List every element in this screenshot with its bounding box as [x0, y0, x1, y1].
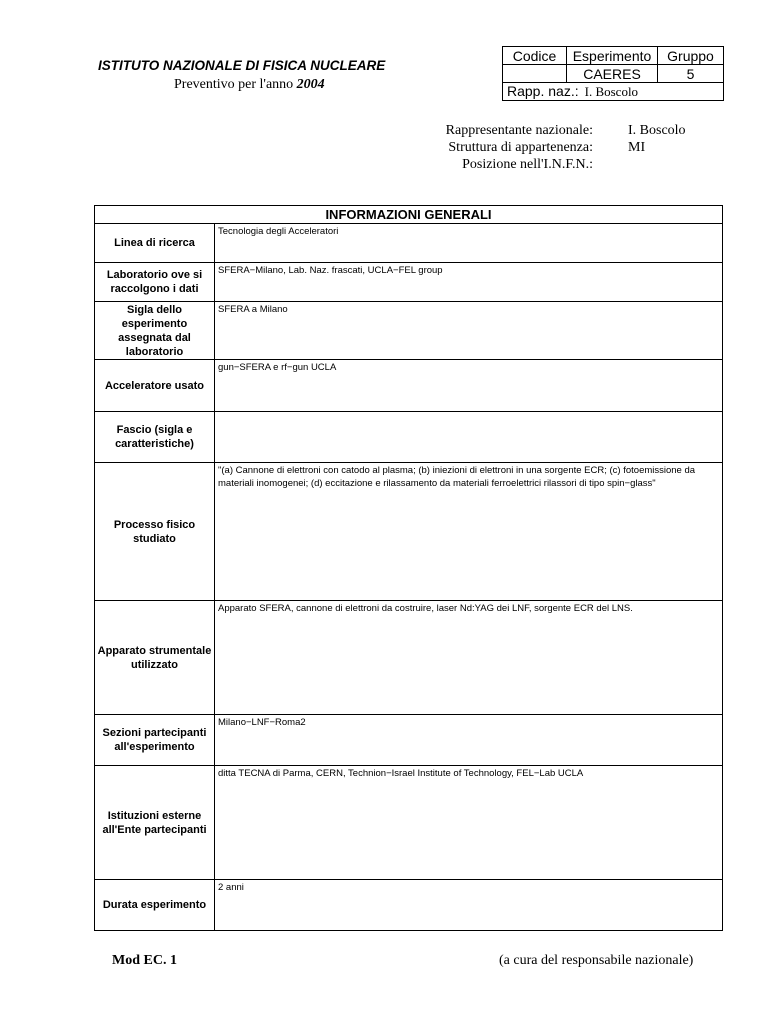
row-label-durata: Durata esperimento — [95, 880, 215, 931]
row-value-durata: 2 anni — [215, 880, 723, 931]
rappresentante-label: Rappresentante nazionale: — [445, 123, 593, 138]
row-label-sezioni: Sezioni partecipanti all'esperimento — [95, 715, 215, 766]
footer-note: (a cura del responsabile nazionale) — [499, 953, 694, 968]
row-value-acceleratore: gun−SFERA e rf−gun UCLA — [215, 360, 723, 412]
model-code: Mod EC. 1 — [112, 953, 177, 968]
preventivo-label: Preventivo per l'anno — [174, 77, 294, 92]
row-label-sigla: Sigla dello esperimento assegnata dal laboratorio — [95, 302, 215, 360]
row-label-apparato: Apparato strumentale utilizzato — [95, 601, 215, 715]
row-value-sezioni: Milano−LNF−Roma2 — [215, 715, 723, 766]
rapp-naz-value: I. Boscolo — [584, 84, 639, 99]
codice-header: Codice — [503, 47, 567, 65]
row-value-processo: "(a) Cannone di elettroni con catodo al plasma; (b) iniezioni di elettroni in una sorgente ECR; (c) fotoemissione da materiali inomogenei; (d) eccitazione e rilassamento da materiali ferroelettrici rilassori di tipo spin−glass" — [215, 463, 723, 601]
row-label-processo: Processo fisico studiato — [95, 463, 215, 601]
preventivo-line — [174, 77, 325, 93]
row-label-linea-ricerca: Linea di ricerca — [95, 224, 215, 263]
rapp-naz-cell — [503, 83, 724, 101]
row-value-linea-ricerca: Tecnologia degli Acceleratori — [215, 224, 723, 263]
esperimento-header: Esperimento — [567, 47, 658, 65]
codice-value — [503, 65, 567, 83]
institute-title: ISTITUTO NAZIONALE DI FISICA NUCLEARE — [98, 58, 386, 73]
preventivo-year: 2004 — [296, 77, 325, 92]
general-info-table — [94, 205, 723, 931]
struttura-value: MI — [628, 140, 646, 155]
row-label-laboratorio: Laboratorio ove si raccolgono i dati — [95, 263, 215, 302]
codes-table — [502, 46, 724, 101]
general-info-title: INFORMAZIONI GENERALI — [95, 206, 723, 224]
row-label-istituzioni: Istituzioni esterne all'Ente partecipanti — [95, 766, 215, 880]
row-value-istituzioni: ditta TECNA di Parma, CERN, Technion−Israel Institute of Technology, FEL−Lab UCLA — [215, 766, 723, 880]
gruppo-header: Gruppo — [658, 47, 724, 65]
struttura-label: Struttura di appartenenza: — [448, 140, 593, 155]
row-value-apparato: Apparato SFERA, cannone di elettroni da costruire, laser Nd:YAG dei LNF, sorgente ECR del LNS. — [215, 601, 723, 715]
row-value-sigla: SFERA a Milano — [215, 302, 723, 360]
row-label-acceleratore: Acceleratore usato — [95, 360, 215, 412]
esperimento-value: CAERES — [567, 65, 658, 83]
posizione-label: Posizione nell'I.N.F.N.: — [462, 157, 593, 172]
row-value-laboratorio: SFERA−Milano, Lab. Naz. frascati, UCLA−FEL group — [215, 263, 723, 302]
rappresentante-value: I. Boscolo — [628, 123, 686, 138]
row-value-fascio — [215, 412, 723, 463]
rapp-naz-label: Rapp. naz.: — [507, 83, 579, 99]
gruppo-value: 5 — [658, 65, 724, 83]
row-label-fascio: Fascio (sigla e caratteristiche) — [95, 412, 215, 463]
